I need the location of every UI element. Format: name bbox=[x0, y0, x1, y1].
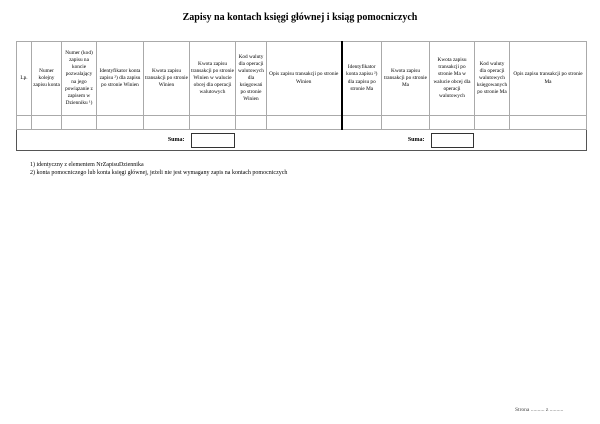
column-header-kwota-winien: Kwota zapisu transakcji po stronie Winien bbox=[144, 42, 190, 116]
footnote-1: 1) identyczny z elementem NrZapisuDziennika bbox=[30, 162, 144, 168]
sum-label-ma: Suma: bbox=[407, 137, 425, 143]
footnote-2: 2) konta pomocniczego lub konta księgi głównej, jeżeli nie jest wymagany zapis na kontach pomocniczych bbox=[30, 170, 288, 176]
column-header-kwota-ma: Kwota zapisu transakcji po stronie Ma bbox=[382, 42, 430, 116]
column-header-numer-kod: Numer (kod) zapisu na koncie pozwalający na jego powiązanie z zapisem w Dzienniku ¹) bbox=[62, 42, 97, 116]
footnotes bbox=[30, 161, 287, 177]
table-cell bbox=[62, 116, 97, 130]
table-cell bbox=[475, 116, 510, 130]
sum-label-winien: Suma: bbox=[167, 137, 185, 143]
ledger-entries-table bbox=[16, 41, 587, 151]
column-header-numer-kolejny: Numer kolejny zapisu konta bbox=[32, 42, 62, 116]
sum-box-ma-cell bbox=[430, 130, 475, 151]
sum-box-winien-cell bbox=[190, 130, 236, 151]
column-header-kwota-winien-waluta: Kwota zapisu transakcji po stronie Winien w walucie obcej dla operacji walutowych bbox=[190, 42, 236, 116]
column-header-opis-winien: Opis zapisu transakcji po stronie Winien bbox=[267, 42, 342, 116]
table-cell bbox=[190, 116, 236, 130]
column-header-kwota-ma-waluta: Kwota zapisu transakcji po stronie Ma w walucie obcej dla operacji walutowych bbox=[430, 42, 475, 116]
column-header-kod-waluty-winien: Kod waluty dla operacji walutowych dla księgowań po stronie Winien bbox=[236, 42, 267, 116]
table-header-row bbox=[17, 42, 587, 116]
table-cell bbox=[430, 116, 475, 130]
page-title: Zapisy na kontach księgi głównej i ksiąg pomocniczych bbox=[182, 12, 418, 23]
table-cell bbox=[382, 116, 430, 130]
table-cell bbox=[510, 116, 587, 130]
page-number-footer: Strona .......... z .......... bbox=[515, 407, 564, 413]
sum-label-ma-cell bbox=[236, 130, 430, 151]
column-header-identyfikator-winien: Identyfikator konta zapisu ²) dla zapisu po stronie Winien bbox=[97, 42, 144, 116]
table-cell bbox=[236, 116, 267, 130]
column-header-identyfikator-ma: Identyfikator konta zapisu ²) dla zapisu po stronie Ma bbox=[342, 42, 382, 116]
table-cell bbox=[342, 116, 382, 130]
column-header-opis-ma: Opis zapisu transakcji po stronie Ma bbox=[510, 42, 587, 116]
table-cell bbox=[267, 116, 342, 130]
table-cell bbox=[144, 116, 190, 130]
table-cell bbox=[32, 116, 62, 130]
table-cell bbox=[97, 116, 144, 130]
sum-box-winien bbox=[191, 133, 235, 148]
empty-entry-row bbox=[17, 116, 587, 130]
column-header-lp: Lp. bbox=[17, 42, 32, 116]
sum-row bbox=[17, 130, 587, 151]
sum-row-spacer bbox=[475, 130, 587, 151]
sum-box-ma bbox=[431, 133, 474, 148]
column-header-kod-waluty-ma: Kod waluty dla operacji walutowych księgowanych po stronie Ma bbox=[475, 42, 510, 116]
table-cell bbox=[17, 116, 32, 130]
sum-label-winien-cell bbox=[17, 130, 190, 151]
